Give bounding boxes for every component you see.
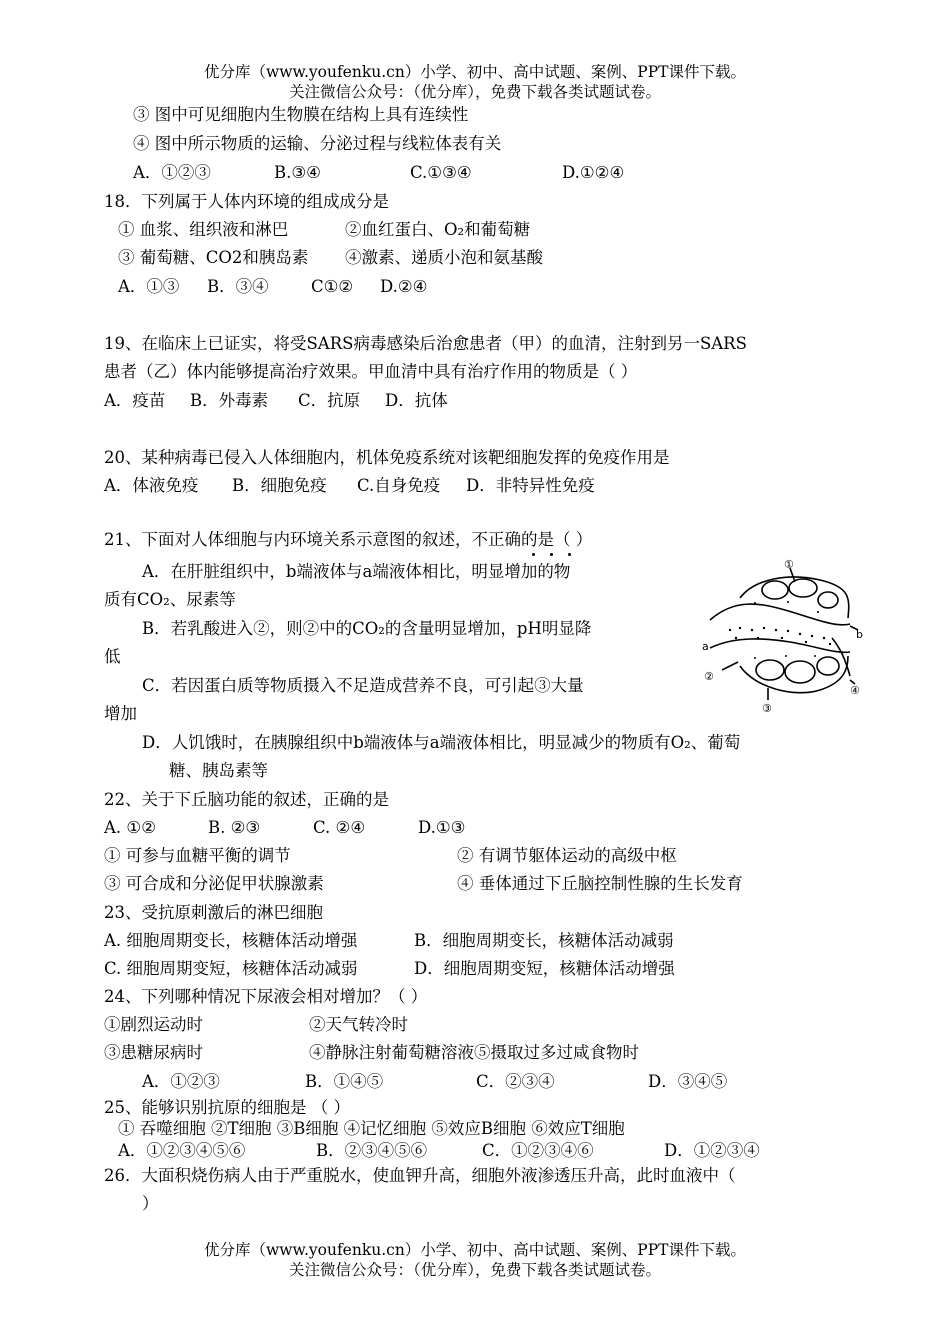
q25-option-d: D．①②③④ [664,1141,760,1160]
fig-label-3: ③ [762,702,772,713]
q20-option-a: A．体液免疫 [104,476,199,495]
q21-option-a-line-2: 质有CO₂、尿素等 [104,590,236,609]
fig-label-2: ② [704,670,714,683]
q18-option-a: A．①③ [118,277,180,296]
header-line-2: 关注微信公众号：（优分库），免费下载各类试题试卷。 [288,83,661,101]
q17-option-c: C.①③④ [410,163,472,182]
q21-stem: 21、下面对人体细胞与内环境关系示意图的叙述，不正确的是（ ） [104,530,593,549]
q18-stem: 18．下列属于人体内环境的组成成分是 [104,192,389,211]
q21-option-c-line-2: 增加 [104,704,137,723]
q17-option-d: D.①②④ [562,163,625,182]
q22-item-3: ③ 可合成和分泌促甲状腺激素 [104,874,324,893]
q18-item-2: ②血红蛋白、O₂和葡萄糖 [345,220,531,239]
q20-stem: 20、某种病毒已侵入人体细胞内，机体免疫系统对该靶细胞发挥的免疫作用是 [104,448,670,467]
q23-option-d: D．细胞周期变短，核糖体活动增强 [414,959,675,978]
q22-option-a: A. ①② [104,818,156,837]
q21-option-c-line-1: C．若因蛋白质等物质摄入不足造成营养不良，可引起③大量 [142,676,584,695]
fig-label-4: ④ [850,684,860,697]
q23-option-a: A. 细胞周期变长，核糖体活动增强 [104,931,358,950]
q21-option-d-line-1: D．人饥饿时，在胰腺组织中b端液体与a端液体相比，明显减少的物质有O₂、葡萄 [142,733,741,752]
q18-item-1: ① 血浆、组织液和淋巴 [118,220,289,239]
q22-item-1: ① 可参与血糖平衡的调节 [104,846,291,865]
q22-option-d: D.①③ [418,818,466,837]
q24-item-2: ②天气转冷时 [309,1015,408,1034]
q21-option-b-line-1: B．若乳酸进入②，则②中的CO₂的含量明显增加，pH明显降 [142,619,592,638]
q19-option-d: D．抗体 [385,391,448,410]
header-line-1: 优分库（www.youfenku.cn）小学、初中、高中试题、案例、PPT课件下载。 [203,63,747,81]
q24-option-d: D．③④⑤ [648,1072,728,1091]
q17-item-3: ③ 图中可见细胞内生物膜在结构上具有连续性 [133,105,469,124]
q19-stem-2: 患者（乙）体内能够提高治疗效果。甲血清中具有治疗作用的物质是（ ） [104,362,638,381]
q23-stem: 23、受抗原刺激后的淋巴细胞 [104,903,323,922]
q18-item-4: ④激素、递质小泡和氨基酸 [345,248,543,267]
q19-option-a: A．疫苗 [104,391,166,410]
fig-label-a: a [702,640,709,653]
q21-option-d-line-2: 糖、胰岛素等 [169,761,268,780]
q24-option-b: B．①④⑤ [305,1072,384,1091]
q24-item-1: ①剧烈运动时 [104,1015,203,1034]
q20-option-c: C.自身免疫 [357,476,441,495]
q24-option-c: C．②③④ [476,1072,555,1091]
footer-line-2: 关注微信公众号：（优分库），免费下载各类试题试卷。 [288,1261,661,1279]
q20-option-d: D．非特异性免疫 [466,476,595,495]
q18-option-b: B．③④ [207,277,269,296]
q25-option-c: C．①②③④⑥ [482,1141,594,1160]
q18-item-3: ③ 葡萄糖、CO2和胰岛素 [118,248,309,267]
q22-stem: 22、关于下丘脑功能的叙述，正确的是 [104,790,389,809]
fig-label-1: ① [784,558,794,571]
emphasis-dot [550,553,553,556]
q19-option-c: C．抗原 [298,391,361,410]
tissue-diagram [700,558,865,713]
q25-stem: 25、能够识别抗原的细胞是 （ ） [104,1098,350,1117]
q22-item-2: ② 有调节躯体运动的高级中枢 [457,846,677,865]
q26-stem-2: ） [142,1194,159,1213]
emphasis-dot [532,553,535,556]
q20-option-b: B．细胞免疫 [232,476,327,495]
q24-item-3: ③患糖尿病时 [104,1043,203,1062]
q24-option-a: A．①②③ [142,1072,220,1091]
q23-option-b: B．细胞周期变长，核糖体活动减弱 [414,931,674,950]
q24-item-45: ④静脉注射葡萄糖溶液⑤摄取过多过咸食物时 [309,1043,639,1062]
q19-option-b: B．外毒素 [190,391,269,410]
q22-option-c: C. ②④ [313,818,366,837]
q25-option-a: A．①②③④⑤⑥ [118,1141,246,1160]
q24-stem: 24、下列哪种情况下尿液会相对增加？（ ） [104,987,428,1006]
emphasis-dot [568,553,571,556]
q19-stem-1: 19、在临床上已证实，将受SARS病毒感染后治愈患者（甲）的血清，注射到另一SARS [104,334,747,353]
q25-items: ① 吞噬细胞 ②T细胞 ③B细胞 ④记忆细胞 ⑤效应B细胞 ⑥效应T细胞 [118,1119,625,1138]
q17-option-a: A．①②③ [133,163,211,182]
q22-item-4: ④ 垂体通过下丘脑控制性腺的生长发育 [457,874,743,893]
q26-stem-1: 26．大面积烧伤病人由于严重脱水，使血钾升高，细胞外液渗透压升高，此时血液中（ [104,1166,736,1185]
q21-option-b-line-2: 低 [104,647,121,666]
q22-option-b: B. ②③ [208,818,261,837]
q17-item-4: ④ 图中所示物质的运输、分泌过程与线粒体表有关 [133,134,502,153]
q18-option-c: C①② [311,277,354,296]
footer-line-1: 优分库（www.youfenku.cn）小学、初中、高中试题、案例、PPT课件下载。 [203,1241,747,1259]
q21-option-a-line-1: A．在肝脏组织中，b端液体与a端液体相比，明显增加的物 [142,562,571,581]
fig-label-b: b [856,628,863,641]
q23-option-c: C. 细胞周期变短，核糖体活动减弱 [104,959,358,978]
q17-option-b: B.③④ [274,163,321,182]
q18-option-d: D.②④ [380,277,428,296]
q25-option-b: B．②③④⑤⑥ [316,1141,428,1160]
